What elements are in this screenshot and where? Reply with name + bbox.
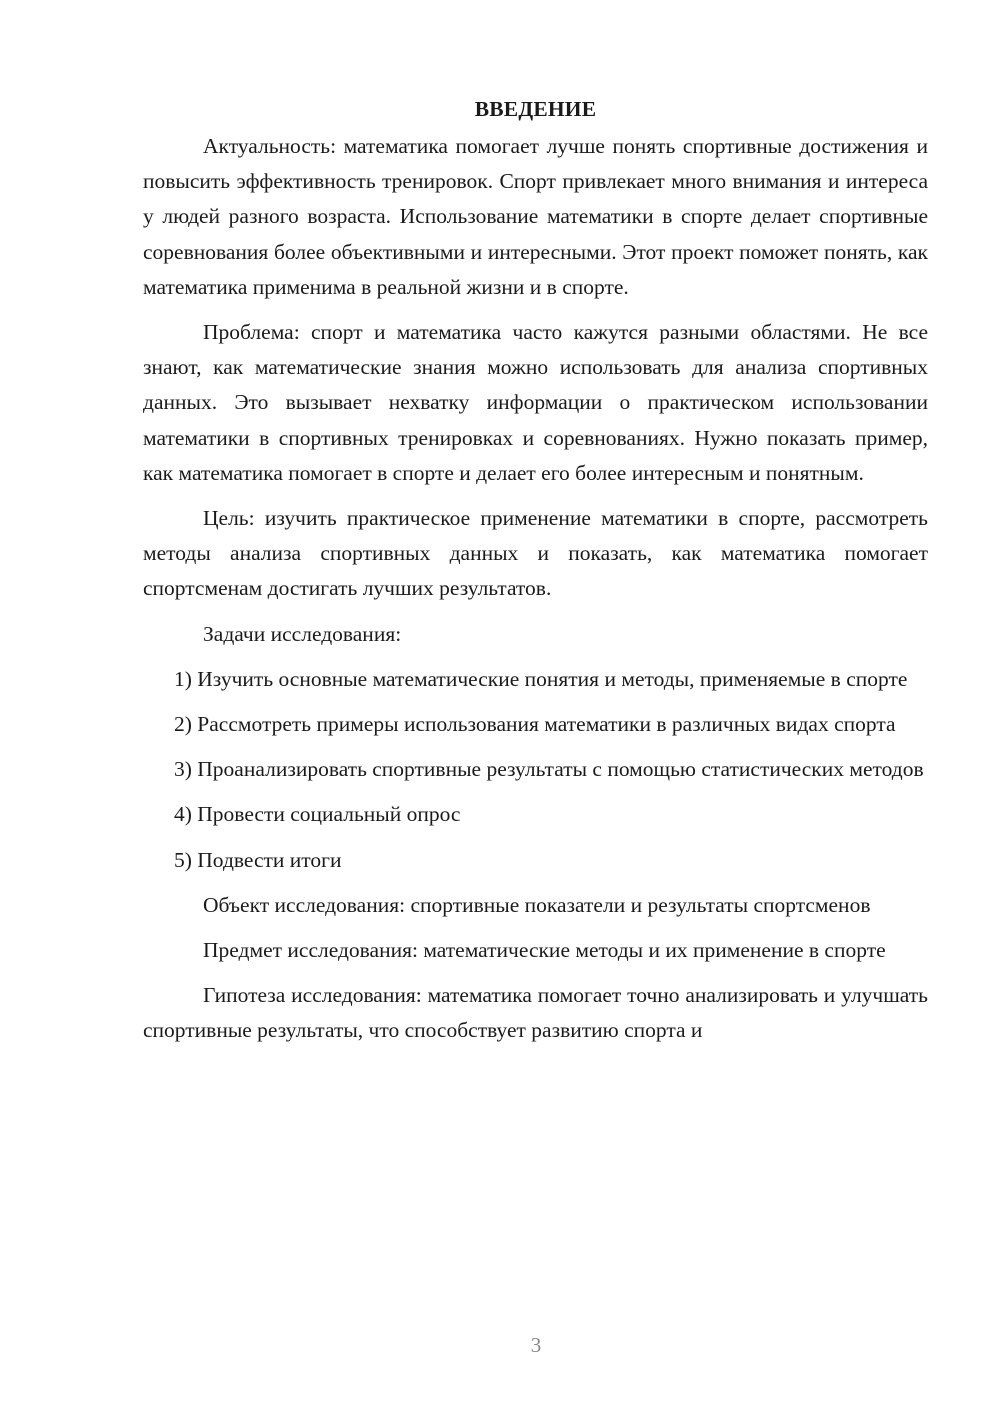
task-item: 1) Изучить основные математические понятия и методы, применяемые в спорте [174, 666, 908, 691]
task-item: 3) Проанализировать спортивные результаты с помощью статистических методов [174, 757, 924, 782]
paragraph-object: Объект исследования: спортивные показатели и результаты спортсменов [203, 892, 871, 917]
page-content [143, 92, 928, 1059]
paragraph-subject: Предмет исследования: математические методы и их применение в спорте [203, 938, 886, 963]
section-title: ВВЕДЕНИЕ [474, 97, 597, 121]
paragraph-relevance: Актуальность: математика помогает лучше понять спортивные достижения и повысить эффективность тренировок. Спорт привлекает много внимания и интереса у людей разного возраста. Использование математики в спорте делает спортивные соревнования более объективными и интересными. Этот проект поможет понять, как математика применима в реальной жизни и в спорте. [143, 134, 928, 299]
page-number: 3 [530, 1333, 542, 1357]
paragraph-hypothesis: Гипотеза исследования: математика помогает точно анализировать и улучшать спортивные результаты, что способствует развитию спорта и [143, 983, 928, 1043]
task-item: 5) Подвести итоги [174, 847, 342, 872]
paragraph-goal: Цель: изучить практическое применение математики в спорте, рассмотреть методы анализа спортивных данных и показать, как математика помогает спортсменам достигать лучших результатов. [143, 506, 928, 601]
task-item: 4) Провести социальный опрос [174, 802, 461, 827]
paragraph-tasks-heading: Задачи исследования: [203, 621, 402, 646]
paragraph-problem: Проблема: спорт и математика часто кажутся разными областями. Не все знают, как математические знания можно использовать для анализа спортивных данных. Это вызывает нехватку информации о практическом использовании математики в спортивных тренировках и соревнованиях. Нужно показать пример, как математика помогает в спорте и делает его более интересным и понятным. [143, 320, 928, 485]
task-item: 2) Рассмотреть примеры использования математики в различных видах спорта [174, 712, 896, 737]
